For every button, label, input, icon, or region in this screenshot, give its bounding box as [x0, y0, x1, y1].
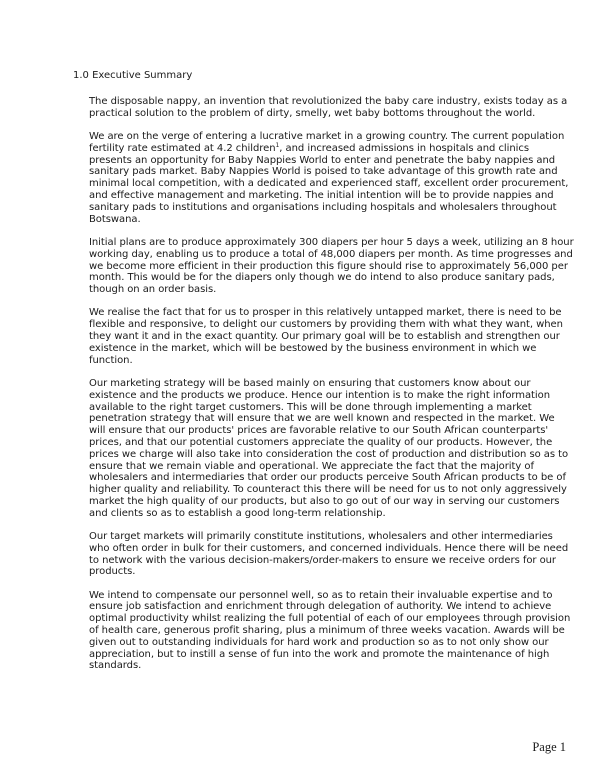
paragraph-goals: We realise the fact that for us to prosper in this relatively untapped market, there is need to be flexible and responsive, to delight our customers by providing them with what they want, when they want it and in the exact quantity. Our primary goal will be to establish and strengthen our existence in the market, which will be bestowed by the business environment in which we function.: [89, 307, 563, 366]
paragraph-production-plans: Initial plans are to produce approximately 300 diapers per hour 5 days a week, utilizing an 8 hour working day, enabling us to produce a total of 48,000 diapers per month. As time progresses and we become more efficient in their production this figure should rise to approximately 56,000 per month. This would be for the diapers only though we do intend to also produce sanitary pads, though on an order basis.: [89, 236, 574, 296]
paragraph-personnel: We intend to compensate our personnel well, so as to retain their invaluable expertise and to ensure job satisfaction and enrichment through delegation of authority. We intend to achieve optimal productivity whilst realizing the full potential of each of our employees through provision of health care, generous profit sharing, plus a minimum of three weeks vacation. Awards will be given out to outstanding individuals for hard work and production so as to not only show our appreciation, but to instill a sense of fun into the work and promote the maintenance of high standards.: [89, 589, 571, 672]
paragraph-marketing-strategy: Our marketing strategy will be based mainly on ensuring that customers know about our existence and the products we produce. Hence our intention is to make the right information available to the right target customers. This will be done through implementing a market penetration strategy that will ensure that we are well known and respected in the market. We will ensure that our products' prices are favorable relative to our South African counterparts' prices, and that our potential customers appreciate the quality of our products. However, the prices we charge will also take into consideration the cost of production and distribution so as to ensure that we remain viable and operational. We appreciate the fact that the majority of wholesalers and intermediaries that order our products perceive South African products to be of higher quality and reliability. To counteract this there will be need for us to not only aggressively market the high quality of our products, but also to go out of our way in serving our customers and clients so as to establish a good long-term relationship.: [89, 377, 569, 519]
paragraph-intro: The disposable nappy, an invention that revolutionized the baby care industry, exists today as a practical solution to the problem of dirty, smelly, wet baby bottoms throughout the world.: [89, 96, 568, 119]
page-number: Page 1: [532, 740, 566, 754]
paragraph-market-opportunity-start: We are on the verge of entering a lucrative market in a growing country. The current population fertility rate estimated at 4.2 children: [89, 131, 565, 154]
section-heading: 1.0 Executive Summary: [73, 70, 193, 81]
paragraph-market-opportunity-rest: , and increased admissions in hospitals and clinics presents an opportunity for Baby Nappies World to enter and penetrate the baby nappies and sanitary pads market. Baby Nappies World is poised to take advantage of this growth rate and minimal local competition, with a dedicated and experienced staff, excellent order procurement, and effective management and marketing. The initial intention will be to provide nappies and sanitary pads to institutions and organisations including hospitals and wholesalers throughout Botswana.: [89, 142, 569, 225]
paragraph-target-markets: Our target markets will primarily constitute institutions, wholesalers and other intermediaries who often order in bulk for their customers, and concerned individuals. Hence there will be need to network with the various decision-makers/order-makers to ensure we receive orders for our products.: [89, 531, 569, 578]
footnote-marker: 1: [275, 141, 280, 149]
document-body: [89, 96, 574, 684]
paragraph-market-opportunity: [89, 131, 574, 225]
